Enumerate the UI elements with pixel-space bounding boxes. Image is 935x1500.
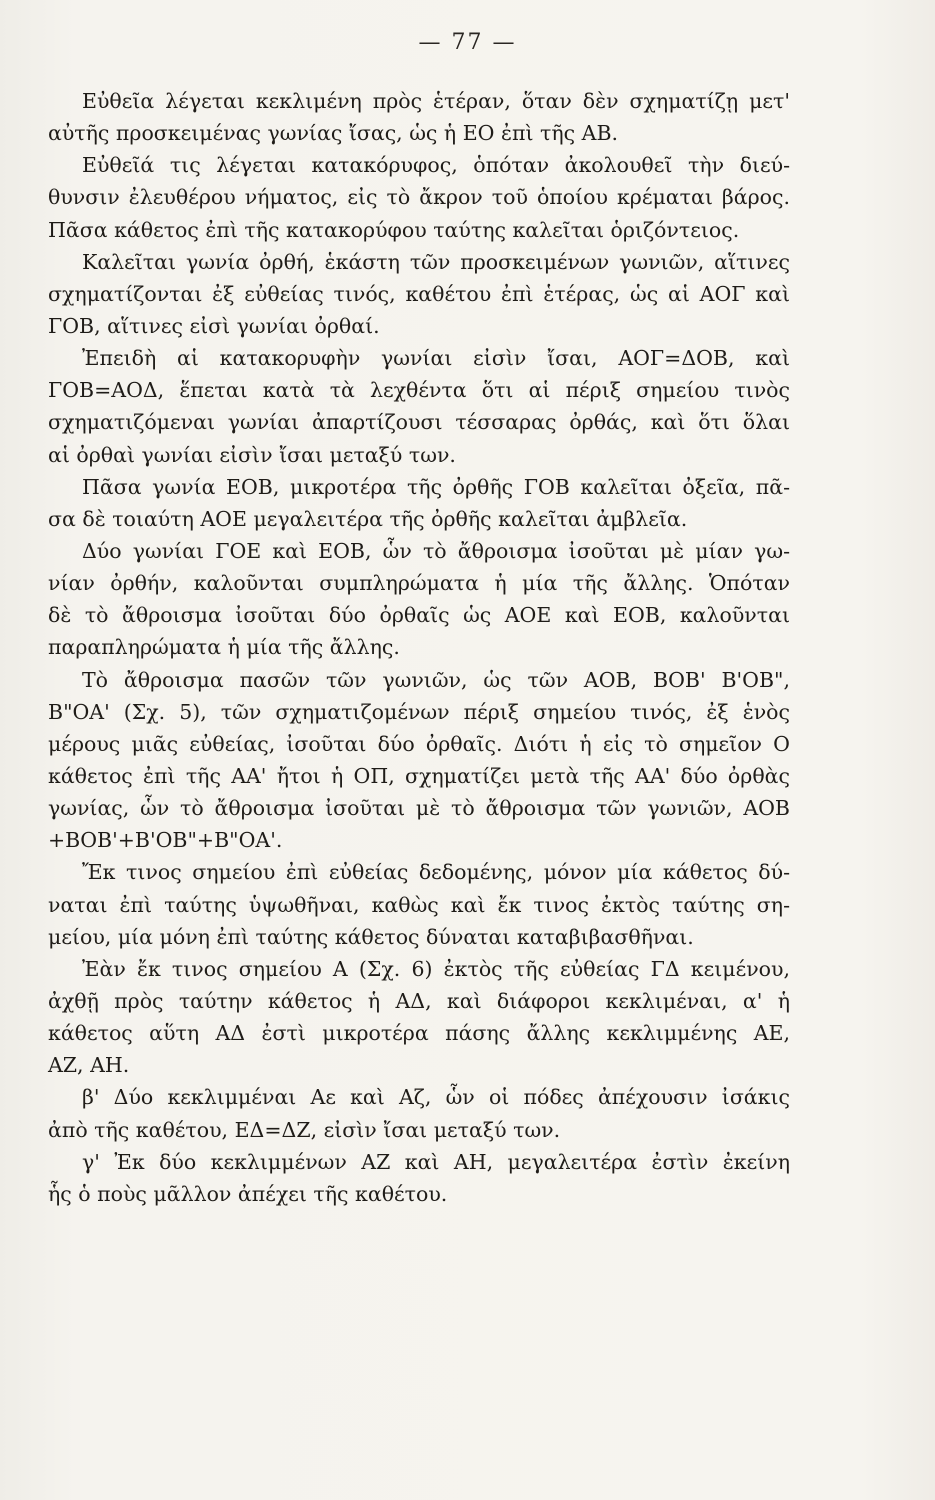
text-line: κάθετος ἐπὶ τῆς ΑΑ' ἤτοι ἡ ΟΠ, σχηματίζει μετὰ τῆς ΑΑ' δύο ὀρθὰς [48, 763, 790, 788]
text-line: θυνσιν ἐλευθέρου νήματος, εἰς τὸ ἄκρον τοῦ ὁποίου κρέμαται βάρος. [48, 185, 790, 210]
text-line: Εὐθεῖα λέγεται κεκλιμένη πρὸς ἑτέραν, ὅταν δὲν σχηματίζῃ μετ' [82, 89, 790, 113]
text-line: Ἐὰν ἔκ τινος σημείου Α (Σχ. 6) ἐκτὸς τῆς εὐθείας ΓΔ κειμένου, [82, 956, 790, 981]
text-line: μέρους μιᾶς εὐθείας, ἰσοῦται δύο ὀρθαῖς. Διότι ἡ εἰς τὸ σημεῖον Ο [48, 731, 790, 756]
body-text [48, 85, 790, 1210]
text-line: Ἐπειδὴ αἱ κατακορυφὴν γωνίαι εἰσὶν ἴσαι, ΑΟΓ=ΔΟΒ, καὶ [82, 346, 790, 371]
text-line: σα δὲ τοιαύτη ΑΟΕ μεγαλειτέρα τῆς ὀρθῆς καλεῖται ἀμβλεῖα. [48, 506, 688, 531]
text-line: γ' Ἐκ δύο κεκλιμμένων ΑΖ καὶ ΑΗ, μεγαλειτέρα ἐστὶν ἐκείνη [82, 1149, 790, 1174]
text-line: Εὐθεῖά τις λέγεται κατακόρυφος, ὁπόταν ἀκολουθεῖ τὴν διεύ- [82, 153, 790, 178]
text-line: ΓΟΒ=ΑΟΔ, ἕπεται κατὰ τὰ λεχθέντα ὅτι αἱ πέριξ σημείου τινὸς [48, 378, 790, 403]
text-line: ΓΟΒ, αἵτινες εἰσὶ γωνίαι ὀρθαί. [48, 313, 380, 338]
text-line: αὐτῆς προσκειμένας γωνίας ἴσας, ὡς ἡ ΕΟ ἐπὶ τῆς ΑΒ. [48, 121, 619, 146]
text-line: Ἔκ τινος σημείου ἐπὶ εὐθείας δεδομένης, μόνον μία κάθετος δύ- [82, 860, 790, 885]
text-line: γωνίας, ὧν τὸ ἄθροισμα ἰσοῦται μὲ τὸ ἄθροισμα τῶν γωνιῶν, ΑΟΒ [48, 796, 790, 821]
text-line: μείου, μία μόνη ἐπὶ ταύτης κάθετος δύναται καταβιβασθῆναι. [48, 924, 694, 949]
text-line: σχηματιζόμεναι γωνίαι ἀπαρτίζουσι τέσσαρας ὀρθάς, καὶ ὅτι ὅλαι [48, 410, 790, 435]
text-line: Δύο γωνίαι ΓΟΕ καὶ ΕΟΒ, ὧν τὸ ἄθροισμα ἰσοῦται μὲ μίαν γω- [82, 538, 790, 563]
text-line: αἱ ὀρθαὶ γωνίαι εἰσὶν ἴσαι μεταξύ των. [48, 442, 456, 467]
text-line: σχηματίζονται ἐξ εὐθείας τινός, καθέτου ἐπὶ ἑτέρας, ὡς αἱ ΑΟΓ καὶ [48, 281, 790, 306]
text-line: Τὸ ἄθροισμα πασῶν τῶν γωνιῶν, ὡς τῶν ΑΟΒ, ΒΟΒ' Β'ΟΒ", [82, 667, 790, 692]
text-line: β' Δύο κεκλιμμέναι Αε καὶ Αζ, ὧν οἱ πόδες ἀπέχουσιν ἰσάκις [82, 1085, 790, 1110]
text-line: ναται ἐπὶ ταύτης ὑψωθῆναι, καθὼς καὶ ἔκ τινος ἐκτὸς ταύτης ση- [48, 892, 790, 917]
text-line: παραπληρώματα ἡ μία τῆς ἄλλης. [48, 635, 400, 660]
text-line: +ΒΟΒ'+Β'ΟΒ"+Β"ΟΑ'. [48, 828, 283, 853]
text-line: ἀπὸ τῆς καθέτου, ΕΔ=ΔΖ, εἰσὶν ἴσαι μεταξύ των. [48, 1117, 561, 1142]
text-line: ΑΖ, ΑΗ. [48, 1053, 130, 1078]
text-line: Β"ΟΑ' (Σχ. 5), τῶν σχηματιζομένων πέριξ σημείου τινός, ἐξ ἑνὸς [48, 699, 790, 724]
page-number: — 77 — [418, 30, 517, 55]
text-line: Πᾶσα γωνία ΕΟΒ, μικροτέρα τῆς ὀρθῆς ΓΟΒ καλεῖται ὀξεῖα, πᾶ- [82, 474, 790, 499]
text-line: ἧς ὁ ποὺς μᾶλλον ἀπέχει τῆς καθέτου. [48, 1181, 448, 1206]
text-line: νίαν ὀρθήν, καλοῦνται συμπληρώματα ἡ μία τῆς ἄλλης. Ὁπόταν [48, 571, 790, 596]
text-line: δὲ τὸ ἄθροισμα ἰσοῦται δύο ὀρθαῖς ὡς ΑΟΕ καὶ ΕΟΒ, καλοῦνται [48, 603, 790, 628]
text-line: Πᾶσα κάθετος ἐπὶ τῆς κατακορύφου ταύτης καλεῖται ὁριζόντειος. [48, 217, 740, 242]
text-line: κάθετος αὕτη ΑΔ ἐστὶ μικροτέρα πάσης ἄλλης κεκλιμμένης ΑΕ, [48, 1021, 790, 1046]
text-line: Καλεῖται γωνία ὀρθή, ἑκάστη τῶν προσκειμένων γωνιῶν, αἵτινες [82, 249, 790, 274]
text-line: ἀχθῇ πρὸς ταύτην κάθετος ἡ ΑΔ, καὶ διάφοροι κεκλιμέναι, α' ἡ [48, 988, 790, 1013]
